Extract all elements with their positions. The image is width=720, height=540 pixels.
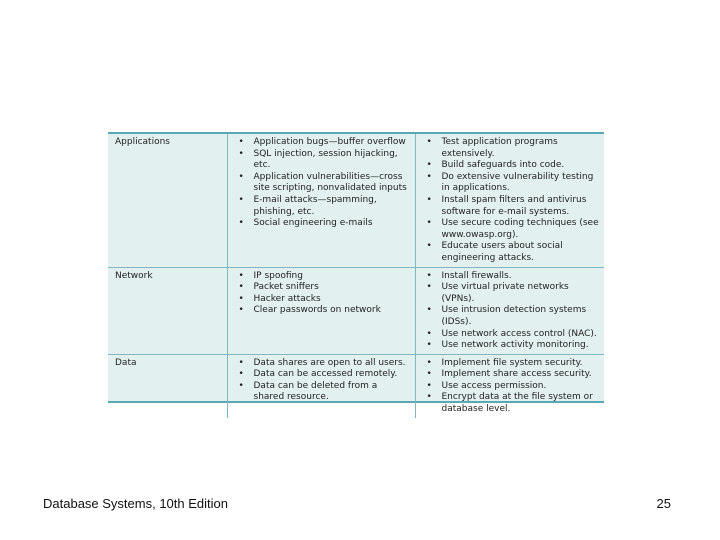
list-item: • Data can be deleted from a shared resource. bbox=[235, 381, 411, 404]
list-item: • Use secure coding techniques (see www.owasp.org). bbox=[423, 218, 601, 241]
table-body bbox=[108, 134, 604, 418]
list-item: • Packet sniffers bbox=[235, 282, 411, 294]
list-item: • E-mail attacks—spamming, phishing, etc. bbox=[235, 195, 411, 218]
list-item: • Application vulnerabilities—cross site scripting, nonvalidated inputs bbox=[235, 172, 411, 195]
page-number: 25 bbox=[656, 496, 671, 511]
list-item: • Use virtual private networks (VPNs). bbox=[423, 282, 601, 305]
list-item: • Build safeguards into code. bbox=[423, 160, 601, 172]
table-row bbox=[108, 354, 604, 417]
list-item: • Use access permission. bbox=[423, 381, 601, 393]
list-item: • Use network activity monitoring. bbox=[423, 340, 601, 352]
threats-list bbox=[235, 137, 411, 230]
list-item: • SQL injection, session hijacking, etc. bbox=[235, 149, 411, 172]
footer-title: Database Systems, 10th Edition bbox=[43, 496, 228, 511]
list-item: • Install spam filters and antivirus software for e-mail systems. bbox=[423, 195, 601, 218]
list-item: • Do extensive vulnerability testing in applications. bbox=[423, 172, 601, 195]
list-item: • Encrypt data at the file system or database level. bbox=[423, 392, 601, 415]
row-label: Applications bbox=[115, 137, 170, 147]
table-row bbox=[108, 134, 604, 267]
measures-cell bbox=[415, 267, 604, 354]
measures-cell bbox=[415, 354, 604, 417]
security-table bbox=[108, 134, 604, 418]
measures-list bbox=[423, 358, 601, 416]
list-item: • Test application programs extensively. bbox=[423, 137, 601, 160]
list-item: • Use intrusion detection systems (IDSs). bbox=[423, 305, 601, 328]
list-item: • Hacker attacks bbox=[235, 294, 411, 306]
list-item: • IP spoofing bbox=[235, 271, 411, 283]
list-item: • Data can be accessed remotely. bbox=[235, 369, 411, 381]
list-item: • Use network access control (NAC). bbox=[423, 329, 601, 341]
measures-cell bbox=[415, 134, 604, 267]
measures-list bbox=[423, 271, 601, 352]
row-label: Network bbox=[108, 267, 227, 354]
threats-cell bbox=[227, 134, 415, 267]
threats-cell bbox=[227, 354, 415, 417]
list-item: • Implement share access security. bbox=[423, 369, 601, 381]
list-item: • Install firewalls. bbox=[423, 271, 601, 283]
list-item: • Application bugs—buffer overflow bbox=[235, 137, 411, 149]
list-item: • Data shares are open to all users. bbox=[235, 358, 411, 370]
list-item: • Implement file system security. bbox=[423, 358, 601, 370]
threats-list bbox=[235, 358, 411, 404]
threats-list bbox=[235, 271, 411, 317]
list-item: • Clear passwords on network bbox=[235, 305, 411, 317]
list-item: • Social engineering e-mails bbox=[235, 218, 411, 230]
table-row bbox=[108, 267, 604, 354]
security-measures-table bbox=[108, 132, 604, 415]
threats-cell bbox=[227, 267, 415, 354]
measures-list bbox=[423, 137, 601, 265]
row-label: Data bbox=[108, 354, 227, 417]
list-item: • Educate users about social engineering attacks. bbox=[423, 241, 601, 264]
